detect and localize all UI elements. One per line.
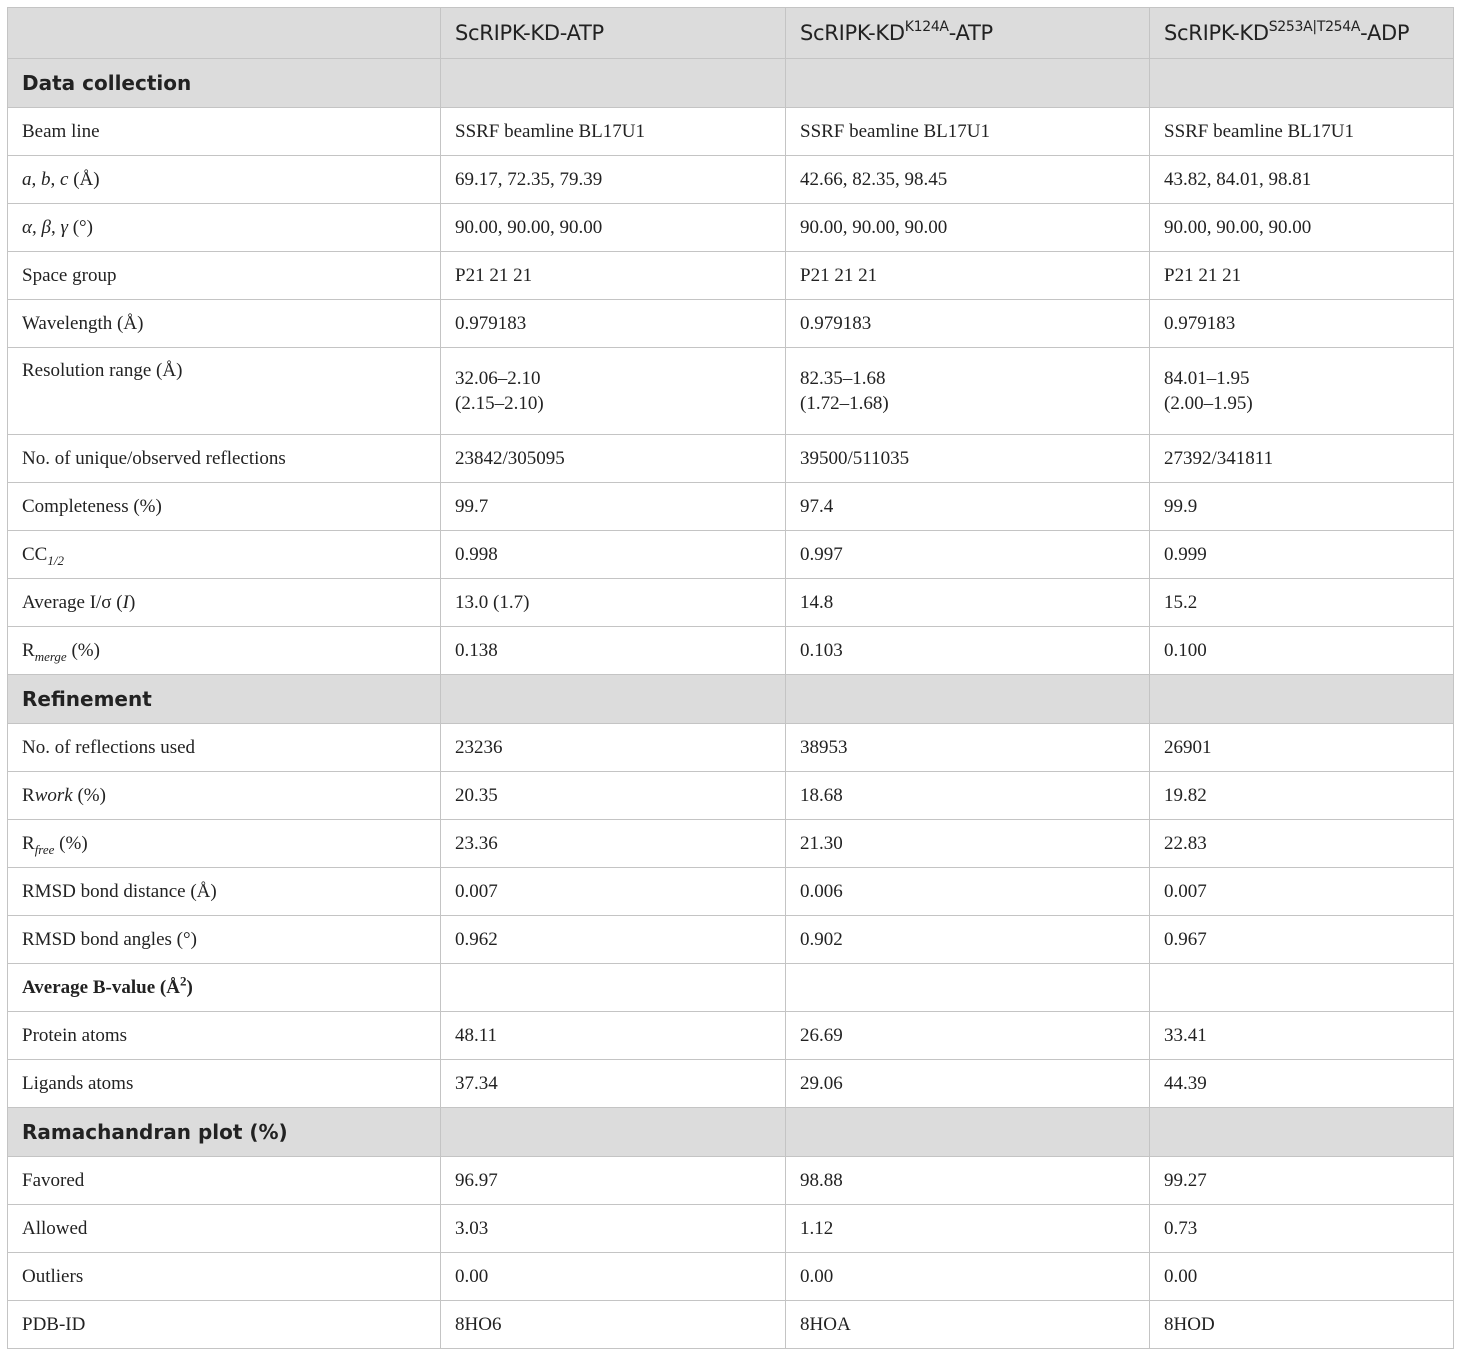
section-cell (441, 675, 786, 724)
table-row-protein-atoms (8, 1012, 1454, 1060)
table-header-row (8, 8, 1454, 59)
table-cell: 8HOD (1150, 1301, 1454, 1349)
row-label: α, β, γ (°) (8, 204, 441, 252)
table-row-pdb-id (8, 1301, 1454, 1349)
table-cell: 0.979183 (1150, 300, 1454, 348)
section-row-ramachandran (8, 1108, 1454, 1157)
row-label: No. of unique/observed reflections (8, 435, 441, 483)
table-cell: 90.00, 90.00, 90.00 (441, 204, 786, 252)
crystallography-table (7, 7, 1454, 1349)
resolution-main: 82.35–1.68 (800, 368, 886, 389)
table-row-outliers (8, 1253, 1454, 1301)
header-text: ScRIPK-KD (1164, 21, 1269, 45)
label-part: (%) (54, 832, 88, 854)
label-part: ) (128, 591, 136, 613)
table-cell (786, 348, 1150, 435)
table-row-rmerge (8, 627, 1454, 675)
table-cell: 33.41 (1150, 1012, 1454, 1060)
table-cell: 1.12 (786, 1205, 1150, 1253)
table-row-reflections-used (8, 724, 1454, 772)
table-cell: 20.35 (441, 772, 786, 820)
resolution-main: 84.01–1.95 (1164, 368, 1250, 389)
section-cell (441, 1108, 786, 1157)
resolution-shell: (2.00–1.95) (1164, 393, 1253, 414)
section-cell (786, 59, 1150, 108)
label-part: I (122, 591, 129, 613)
label-part: (Å) (68, 168, 100, 190)
table-cell: 23.36 (441, 820, 786, 868)
table-cell: 0.00 (441, 1253, 786, 1301)
table-cell: 8HO6 (441, 1301, 786, 1349)
table-cell: 21.30 (786, 820, 1150, 868)
table-cell: 23842/305095 (441, 435, 786, 483)
table-cell: 0.997 (786, 531, 1150, 579)
table-cell (1150, 348, 1454, 435)
table-cell: 13.0 (1.7) (441, 579, 786, 627)
label-part: (%) (66, 639, 100, 661)
table-cell: 99.7 (441, 483, 786, 531)
section-title: Data collection (8, 59, 441, 108)
header-scripk-kd-atp: ScRIPK-KD-ATP (441, 8, 786, 59)
table-cell: P21 21 21 (1150, 252, 1454, 300)
table-row-beam-line (8, 108, 1454, 156)
row-label: Ligands atoms (8, 1060, 441, 1108)
table-cell (1150, 964, 1454, 1012)
table-cell: 43.82, 84.01, 98.81 (1150, 156, 1454, 204)
table-cell: SSRF beamline BL17U1 (441, 108, 786, 156)
section-cell (786, 675, 1150, 724)
table-row-rfree (8, 820, 1454, 868)
label-part: a (22, 168, 32, 190)
label-part: ) (186, 976, 193, 998)
section-row-refinement (8, 675, 1454, 724)
row-label: Allowed (8, 1205, 441, 1253)
table-cell: 15.2 (1150, 579, 1454, 627)
table-cell (786, 964, 1150, 1012)
label-part: (°) (67, 216, 93, 238)
label-part: β (41, 216, 51, 238)
table-cell: 18.68 (786, 772, 1150, 820)
row-label: RMSD bond angles (°) (8, 916, 441, 964)
table-row-rmsd-bond-angles (8, 916, 1454, 964)
label-part: R (22, 639, 35, 661)
table-cell: 48.11 (441, 1012, 786, 1060)
table-cell: P21 21 21 (441, 252, 786, 300)
table-cell: 97.4 (786, 483, 1150, 531)
table-row-space-group (8, 252, 1454, 300)
table-cell: 0.100 (1150, 627, 1454, 675)
row-label (8, 820, 441, 868)
table-cell: 90.00, 90.00, 90.00 (786, 204, 1150, 252)
section-cell (441, 59, 786, 108)
row-label: Beam line (8, 108, 441, 156)
table-row-cell-angles (8, 204, 1454, 252)
table-cell: 44.39 (1150, 1060, 1454, 1108)
table-cell: 0.902 (786, 916, 1150, 964)
row-label: Outliers (8, 1253, 441, 1301)
table-cell: 90.00, 90.00, 90.00 (1150, 204, 1454, 252)
label-part: work (34, 784, 73, 806)
header-superscript: K124A (904, 19, 949, 35)
table-cell: 26901 (1150, 724, 1454, 772)
table-cell: 38953 (786, 724, 1150, 772)
table-cell: 0.979183 (786, 300, 1150, 348)
table-cell: 0.967 (1150, 916, 1454, 964)
header-text: -ATP (948, 21, 993, 45)
section-title: Refinement (8, 675, 441, 724)
table-cell: 42.66, 82.35, 98.45 (786, 156, 1150, 204)
table-cell: 0.962 (441, 916, 786, 964)
table-cell: 37.34 (441, 1060, 786, 1108)
label-subscript: free (34, 841, 55, 857)
row-label: Completeness (%) (8, 483, 441, 531)
table-cell: 98.88 (786, 1157, 1150, 1205)
table-cell: 99.27 (1150, 1157, 1454, 1205)
table-cell: 0.998 (441, 531, 786, 579)
row-label: Space group (8, 252, 441, 300)
label-part: R (22, 832, 35, 854)
table-cell: 26.69 (786, 1012, 1150, 1060)
table-cell: 69.17, 72.35, 79.39 (441, 156, 786, 204)
table-cell: 0.007 (441, 868, 786, 916)
table-cell: 0.00 (786, 1253, 1150, 1301)
row-label (8, 772, 441, 820)
header-scripk-kd-s253a-t254a-adp (1150, 8, 1454, 59)
table-cell: 0.138 (441, 627, 786, 675)
table-row-average-b-value (8, 964, 1454, 1012)
label-part: α (22, 216, 32, 238)
label-part: γ (60, 216, 68, 238)
table-cell: 8HOA (786, 1301, 1150, 1349)
table-row-completeness (8, 483, 1454, 531)
header-blank (8, 8, 441, 59)
table-row-rwork (8, 772, 1454, 820)
label-superscript: 2 (179, 973, 187, 989)
row-label (8, 531, 441, 579)
row-label (8, 579, 441, 627)
table-cell: 3.03 (441, 1205, 786, 1253)
section-title: Ramachandran plot (%) (8, 1108, 441, 1157)
table-cell: 0.00 (1150, 1253, 1454, 1301)
table-cell: 39500/511035 (786, 435, 1150, 483)
header-superscript: S253A|T254A (1268, 19, 1361, 35)
table-row-ligand-atoms (8, 1060, 1454, 1108)
table-row-resolution-range (8, 348, 1454, 435)
row-label: Resolution range (Å) (8, 348, 441, 435)
label-part: Average I/σ ( (22, 591, 123, 613)
header-scripk-kd-k124a-atp (786, 8, 1150, 59)
label-part: c (60, 168, 69, 190)
table-cell: 99.9 (1150, 483, 1454, 531)
row-label: RMSD bond distance (Å) (8, 868, 441, 916)
table-row-wavelength (8, 300, 1454, 348)
table-cell: 27392/341811 (1150, 435, 1454, 483)
row-label (8, 627, 441, 675)
resolution-shell: (2.15–2.10) (455, 393, 544, 414)
label-part: (%) (72, 784, 106, 806)
label-part: CC (22, 543, 48, 565)
table-cell (441, 348, 786, 435)
row-label: Protein atoms (8, 1012, 441, 1060)
section-cell (786, 1108, 1150, 1157)
table-row-reflections (8, 435, 1454, 483)
label-subscript: 1/2 (47, 552, 64, 568)
table-cell: P21 21 21 (786, 252, 1150, 300)
resolution-shell: (1.72–1.68) (800, 393, 889, 414)
header-text: ScRIPK-KD (800, 21, 905, 45)
row-label: Favored (8, 1157, 441, 1205)
table-cell (441, 964, 786, 1012)
table-row-allowed (8, 1205, 1454, 1253)
label-part: R (22, 784, 35, 806)
table-cell: 0.73 (1150, 1205, 1454, 1253)
row-label: a, b, c (Å) (8, 156, 441, 204)
table-cell: 14.8 (786, 579, 1150, 627)
table-cell: 19.82 (1150, 772, 1454, 820)
table-cell: SSRF beamline BL17U1 (1150, 108, 1454, 156)
label-part: Average B-value (Å (22, 976, 180, 998)
table-cell: 0.006 (786, 868, 1150, 916)
header-text: -ADP (1360, 21, 1410, 45)
table-row-favored (8, 1157, 1454, 1205)
table-cell: 22.83 (1150, 820, 1454, 868)
table-cell: 0.007 (1150, 868, 1454, 916)
table-row-i-sigma (8, 579, 1454, 627)
row-label: No. of reflections used (8, 724, 441, 772)
resolution-main: 32.06–2.10 (455, 368, 541, 389)
table-row-cc-half (8, 531, 1454, 579)
section-cell (1150, 1108, 1454, 1157)
row-label: PDB-ID (8, 1301, 441, 1349)
table-cell: 29.06 (786, 1060, 1150, 1108)
table-row-rmsd-bond-distance (8, 868, 1454, 916)
section-cell (1150, 59, 1454, 108)
table-cell: 23236 (441, 724, 786, 772)
section-cell (1150, 675, 1454, 724)
table-cell: SSRF beamline BL17U1 (786, 108, 1150, 156)
row-label: Wavelength (Å) (8, 300, 441, 348)
table-row-cell-dimensions (8, 156, 1454, 204)
table-cell: 96.97 (441, 1157, 786, 1205)
row-label (8, 964, 441, 1012)
label-part: b (41, 168, 51, 190)
table-cell: 0.103 (786, 627, 1150, 675)
section-row-data-collection (8, 59, 1454, 108)
table-cell: 0.999 (1150, 531, 1454, 579)
table-cell: 0.979183 (441, 300, 786, 348)
label-subscript: merge (34, 648, 67, 664)
